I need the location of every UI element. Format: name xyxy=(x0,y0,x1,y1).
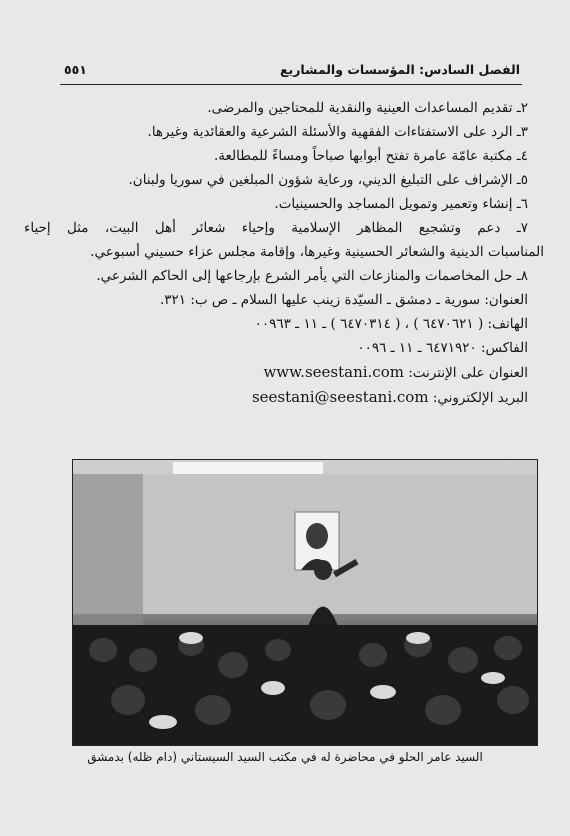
list-item: ٥ـ الإشراف على التبليغ الديني، ورعاية شؤون المبلغين في سوريا ولبنان. xyxy=(128,172,528,188)
fax-line: الفاكس: ٦٤٧١٩٢٠ ـ ١١ ـ ٠٠٩٦ xyxy=(357,340,528,356)
list-item: ٣ـ الرد على الاستفتاءات الفقهية والأسئلة الشرعية والعقائدية وغيرها. xyxy=(147,124,528,140)
chapter-title: الفصل السادس: المؤسسات والمشاريع xyxy=(280,62,520,77)
photo-caption: السيد عامر الحلو في محاضرة له في مكتب السيد السيستاني (دام ظله) بدمشق xyxy=(87,750,483,764)
list-item-continuation: المناسبات الدينية والشعائر الحسينية وغيرها، وإقامة مجلس عزاء حسيني أسبوعي. xyxy=(90,244,544,260)
email-label: البريد الإلكتروني: xyxy=(432,390,528,406)
list-item: ٤ـ مكتبة عامّة عامرة تفتح أبوابها صباحاً ومساءً للمطالعة. xyxy=(214,148,528,164)
website-line xyxy=(24,360,544,385)
list-item: ٦ـ إنشاء وتعمير وتمويل المساجد والحسينيات. xyxy=(274,196,528,212)
website-label: العنوان على الإنترنت: xyxy=(408,365,528,381)
phone-line: الهاتف: ( ٦٤٧٠٦٢١ ) ، ( ٦٤٧٠٣١٤ ) ـ ١١ ـ ٠٠٩٦٣ xyxy=(254,316,528,332)
page-number: ٥٥١ xyxy=(64,62,87,77)
website-link[interactable]: www.seestani.com xyxy=(263,363,404,381)
running-header xyxy=(60,58,522,85)
list-item: ٨ـ حل المخاصمات والمنازعات التي يأمر الشرع بإرجاعها إلى الحاكم الشرعي. xyxy=(96,268,528,284)
list-item: ٧ـ دعم وتشجيع المظاهر الإسلامية وإحياء شعائر أهل البيت، مثل إحياء xyxy=(24,220,528,236)
email-line xyxy=(24,385,544,410)
email-link[interactable]: seestani@seestani.com xyxy=(251,388,429,406)
list-item: ٢ـ تقديم المساعدات العينية والنقدية للمحتاجين والمرضى. xyxy=(207,100,528,116)
address-line: العنوان: سورية ـ دمشق ـ السيّدة زينب عليها السلام ـ ص ب: ٣٢١. xyxy=(160,292,528,308)
body-text xyxy=(24,96,544,410)
lecture-photo xyxy=(72,459,538,746)
